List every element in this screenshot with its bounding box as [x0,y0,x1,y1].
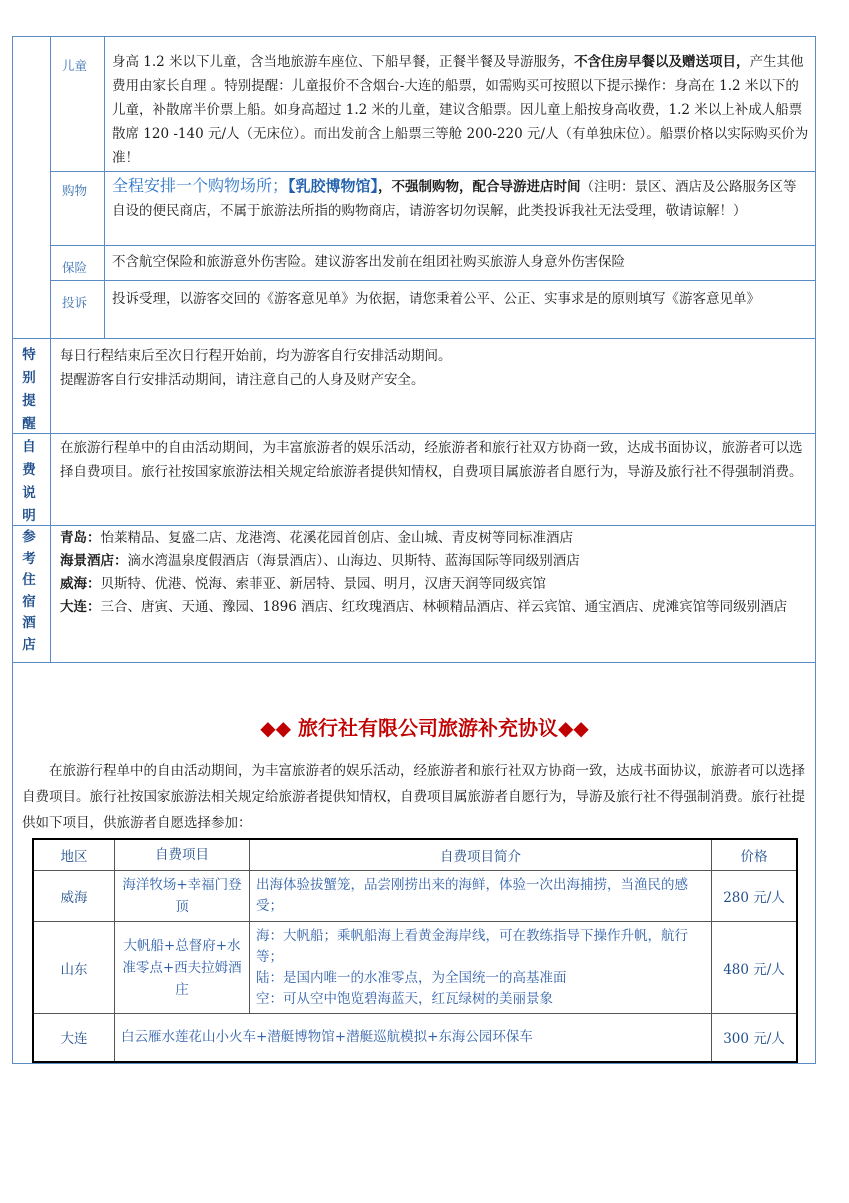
agreement-intro: 在旅游行程单中的自由活动期间，为丰富旅游者的娱乐活动，经旅游者和旅行社双方协商一致，达成书面协议，旅游者可以选择自费项目。旅行社按国家旅游法相关规定给旅游者提供知情权，自费项目属旅游者自愿行为，导游及旅行社不得强制消费。旅行社提供如下项目，供旅游者自愿选择参加： [22,763,805,831]
hotel-item: 威海：贝斯特、优港、悦海、索菲亚、新居特、景园、明月，汉唐天润等同级宾馆 [60,576,546,592]
complaint-text: 投诉受理，以游客交回的《游客意见单》为依据，请您秉着公平、公正、实事求是的原则填写《游客意见单》 [112,291,760,307]
special-text: 每日行程结束后至次日行程开始前，均为游客自行安排活动期间。 提醒游客自行安排活动期间，请注意自己的人身及财产安全。 [60,348,452,388]
region-cell: 大连 [33,1014,115,1062]
table-row [33,922,797,1014]
divider [12,525,816,526]
divider [50,280,816,281]
table-header-row [33,839,797,871]
insurance-text: 不含航空保险和旅游意外伤害险。建议游客出发前在组团社购买旅游人身意外伤害保险 [112,254,625,270]
desc-cell: 海：大帆船；乘帆船海上看黄金海岸线，可在教练指导下操作升帆，航行等； 陆：是国内唯一的水准零点，为全国统一的高基准面 空：可从空中饱览碧海蓝天，红瓦绿树的美丽景象 [250,922,712,1014]
divider [12,662,816,663]
price-cell: 300 元/人 [712,1014,798,1062]
divider [50,245,816,246]
selfpay-table [32,838,798,1063]
table-header: 自费项目 [115,839,250,871]
agreement-title: ◆◆ 旅行社有限公司旅游补充协议◆◆ [260,716,589,740]
children-label: 儿童 [62,58,88,73]
complaint-label: 投诉 [62,295,88,310]
region-cell: 山东 [33,922,115,1014]
table-header: 价格 [712,839,798,871]
divider [104,36,105,338]
hotels-list [60,527,812,619]
insurance-label: 保险 [62,260,88,275]
region-cell: 威海 [33,871,115,922]
item-cell: 白云雁水莲花山小火车+潜艇博物馆+潜艇巡航模拟+东海公园环保车 [115,1014,712,1062]
special-title: 特 别 提 醒 [22,347,36,432]
hotel-item: 海景酒店：滴水湾温泉度假酒店（海景酒店）、山海边、贝斯特、蓝海国际等同级别酒店 [60,553,580,569]
hotel-item: 青岛：怡莱精品、复盛二店、龙港湾、花溪花园首创店、金山城、青皮树等同标准酒店 [60,530,573,546]
shopping-label: 购物 [62,183,88,198]
price-cell: 480 元/人 [712,922,798,1014]
divider [50,171,816,172]
children-text: 身高 1.2 米以下儿童，含当地旅游车座位、下船早餐，正餐半餐及导游服务，不含住房早餐以及赠送项目，产生其他费用由家长自理 。特别提醒：儿童报价不含烟台-大连的船票，如需购买可按照以下提示操作：身高在 1.2 米以下的儿童，补散席半价票上船。如身高超过 1.2 米的儿童，建议含船票。因儿童上船按身高收费，1.2 米以上补成人船票散席 120 -140 元/人（无床位）。而出发前含上船票三等舱 200-220 元/人（有单独床位）。船票价格以实际购买价为准！ [112,54,809,166]
table-row [33,871,797,922]
hotels-title: 参 考 住 宿 酒 店 [22,529,36,653]
item-cell: 海洋牧场+幸福门登顶 [115,871,250,922]
hotel-item: 大连：三合、唐寅、天通、豫园、1896 酒店、红玫瑰酒店、林顿精品酒店、祥云宾馆、通宝酒店、虎滩宾馆等同级别酒店 [60,599,788,615]
divider [12,433,816,434]
divider [12,338,816,339]
selfpay-text: 在旅游行程单中的自由活动期间，为丰富旅游者的娱乐活动，经旅游者和旅行社双方协商一致，达成书面协议，旅游者可以选择自费项目。旅行社按国家旅游法相关规定给旅游者提供知情权，自费项目属旅游者自愿行为，导游及旅行社不得强制消费。 [60,440,803,480]
table-header: 地区 [33,839,115,871]
desc-cell: 出海体验拔蟹笼，品尝刚捞出来的海鲜，体验一次出海捕捞，当渔民的感受； [250,871,712,922]
table-header: 自费项目简介 [250,839,712,871]
selfpay-title: 自 费 说 明 [22,439,36,524]
table-row [33,1014,797,1062]
divider [50,36,51,338]
item-cell: 大帆船+总督府+水准零点+西夫拉姆酒庄 [115,922,250,1014]
shopping-text: 全程安排一个购物场所；【乳胶博物馆】，不强制购物，配合导游进店时间（注明：景区、酒店及公路服务区等自设的便民商店，不属于旅游法所指的购物商店，请游客切勿误解，此类投诉我社无法受理，敬请谅解！） [112,176,797,219]
divider [50,338,51,662]
price-cell: 280 元/人 [712,871,798,922]
